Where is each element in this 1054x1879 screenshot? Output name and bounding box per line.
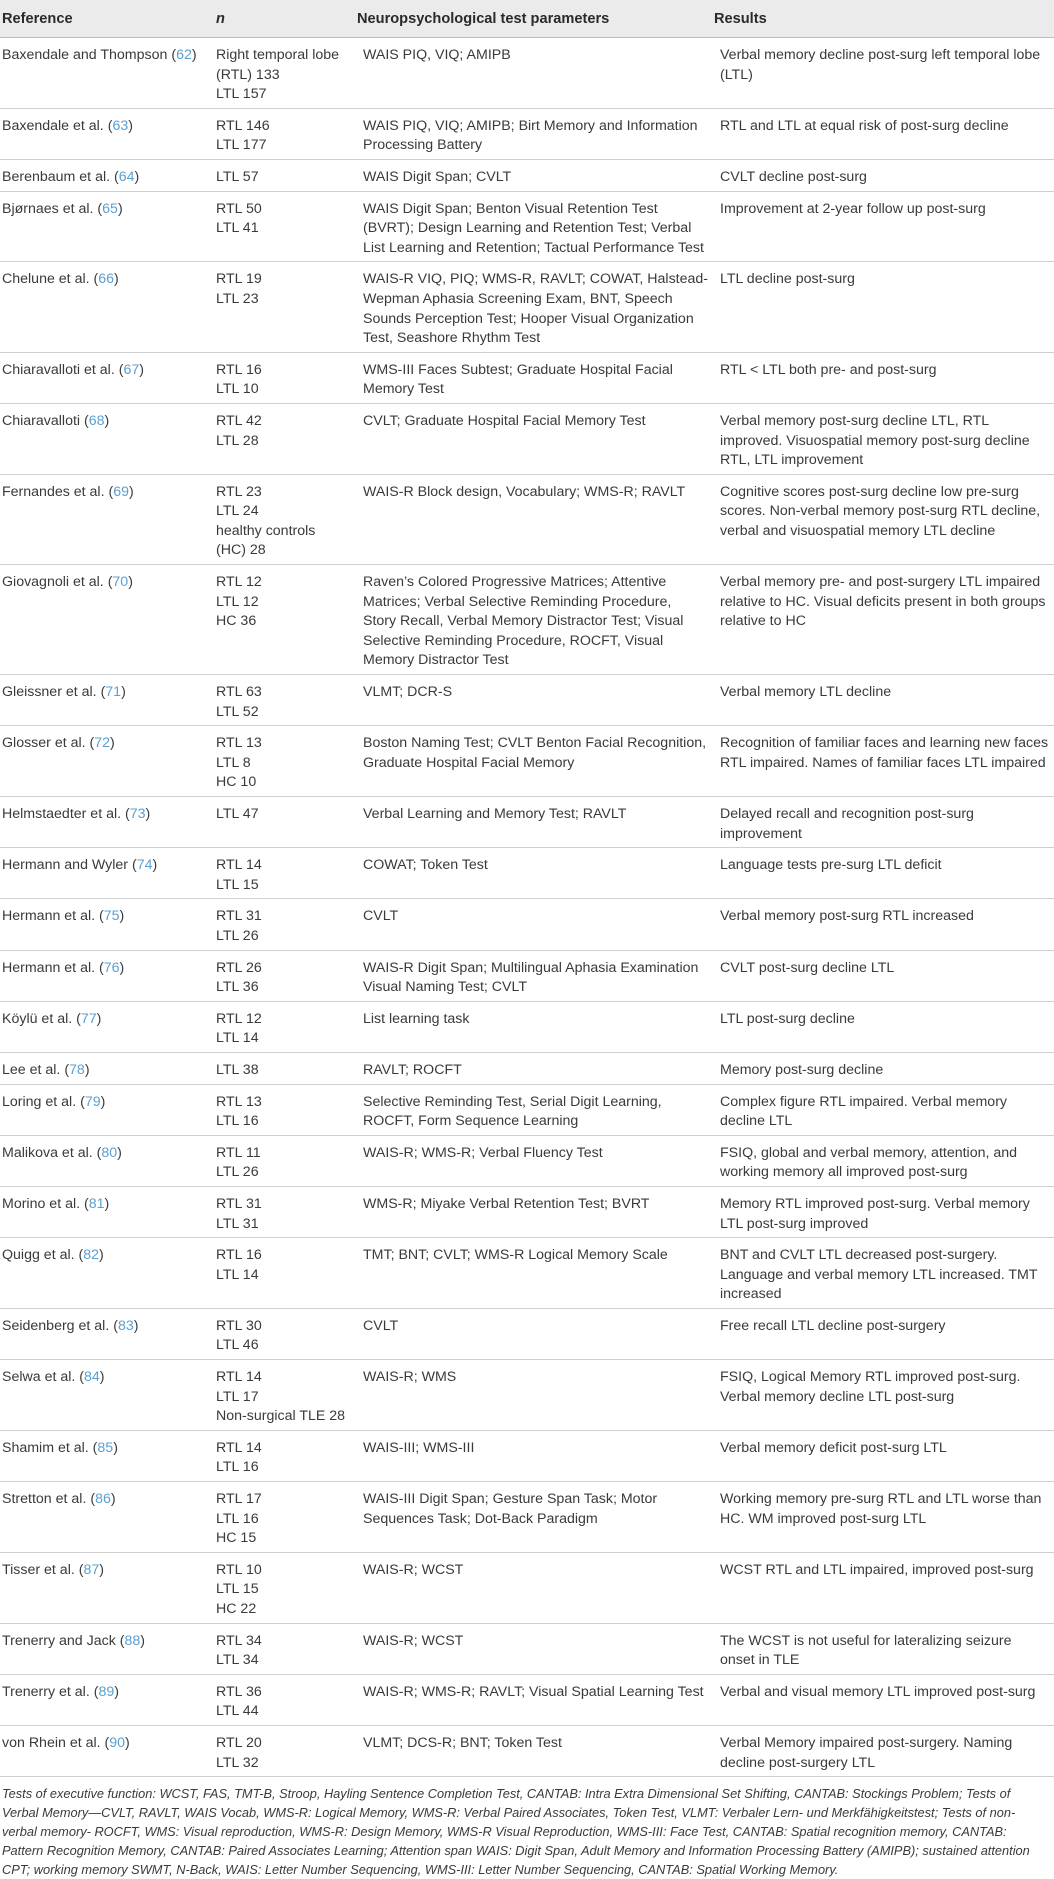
reference-author: Hermann and Wyler [2, 857, 129, 874]
sample-size-cell [208, 159, 355, 191]
reference-author: Giovagnoli et al. [2, 574, 104, 591]
results-cell: Verbal memory LTL decline [712, 675, 1054, 726]
sample-size-cell [208, 950, 355, 1001]
results-cell: LTL post-surg decline [712, 1001, 1054, 1052]
results-cell: The WCST is not useful for lateralizing seizure onset in TLE [712, 1623, 1054, 1674]
table-footnote: Tests of executive function: WCST, FAS, TMT-B, Stroop, Hayling Sentence Completion Test, CANTAB: Intra Extra Dimensional Set Shifting, CANTAB: Stockings Problem; Tests of Verbal Memory—CVLT, RAVLT, WAIS Vocab, WMS-R: Logical Memory, WMS-R: Verbal Paired Associates, Token Test, VLMT: Verbaler Lern- und Merkfähigkeitstest; Tests of non-verbal memory- ROCFT, WMS: Visual reproduction, WMS-R: Design Memory, WMS-R Visual Reproduction, WMS-III: Face Test, CANTAB: Spatial recognition memory, CANTAB: Pattern Recognition Memory, CANTAB: Paired Associates Learning; Attention span WAIS: Digit Span, Adult Memory and Information Processing Battery (AMIPB); sustained attention CPT; working memory SWMT, N-Back, WAIS: Letter Number Sequencing, WMS-III: Letter Number Sequencing, CANTAB: Spatial Working Memory. [2, 1786, 1030, 1878]
results-cell: Working memory pre-surg RTL and LTL worse than HC. WM improved post-surg LTL [712, 1482, 1054, 1553]
reference-link[interactable]: 83 [117, 1317, 134, 1334]
table-row [0, 1186, 1054, 1237]
sample-size-line: RTL 31 [216, 1195, 262, 1212]
sample-size-cell [208, 797, 355, 848]
sample-size-cell [208, 1674, 355, 1725]
table-row [0, 1430, 1054, 1481]
results-cell: FSIQ, global and verbal memory, attention, and working memory all improved post-surg [712, 1135, 1054, 1186]
reference-cell: Köylü et al. (77) [0, 1001, 208, 1052]
reference-link[interactable]: 62 [176, 47, 192, 63]
reference-cell: Gleissner et al. (71) [0, 675, 208, 726]
results-cell: Verbal and visual memory LTL improved post-surg [712, 1674, 1054, 1725]
sample-size-line: LTL 16 [216, 1459, 259, 1476]
sample-size-line: HC 10 [216, 774, 257, 791]
results-cell: Verbal memory decline post-surg left temporal lobe (LTL) [712, 38, 1054, 109]
reference-author: Trenerry and Jack [2, 1632, 116, 1649]
sample-size-line: LTL 46 [216, 1337, 259, 1354]
sample-size-line: RTL 14 [216, 1369, 262, 1386]
results-cell: CVLT decline post-surg [712, 159, 1054, 191]
sample-size-line: RTL 16 [216, 1247, 262, 1264]
table-row [0, 1623, 1054, 1674]
sample-size-line: LTL 10 [216, 381, 259, 398]
test-parameters-cell: COWAT; Token Test [355, 848, 712, 899]
reference-link[interactable]: 85 [97, 1439, 114, 1456]
sample-size-line: LTL 28 [216, 432, 259, 449]
reference-author: Berenbaum et al. [2, 168, 111, 185]
test-parameters-cell: Selective Reminding Test, Serial Digit Learning, ROCFT, Form Sequence Learning [355, 1084, 712, 1135]
reference-author: Chiaravalloti [2, 412, 81, 429]
test-parameters-cell: WMS-III Faces Subtest; Graduate Hospital Facial Memory Test [355, 352, 712, 403]
results-cell: Delayed recall and recognition post-surg improvement [712, 797, 1054, 848]
table-row [0, 474, 1054, 564]
sample-size-line: LTL 41 [216, 220, 259, 237]
results-cell: CVLT post-surg decline LTL [712, 950, 1054, 1001]
sample-size-line: RTL 14 [216, 1439, 262, 1456]
sample-size-line: HC 36 [216, 613, 257, 630]
sample-size-line: RTL 16 [216, 361, 262, 378]
reference-link[interactable]: 81 [88, 1195, 105, 1212]
test-parameters-cell: CVLT [355, 1308, 712, 1359]
table-row [0, 403, 1054, 474]
sample-size-line: healthy controls [216, 522, 316, 539]
reference-link[interactable]: 68 [88, 412, 105, 429]
reference-author: Hermann et al. [2, 959, 96, 976]
sample-size-cell [208, 262, 355, 352]
sample-size-line: RTL 30 [216, 1317, 262, 1334]
test-parameters-cell: WAIS-R Block design, Vocabulary; WMS-R; RAVLT [355, 474, 712, 564]
sample-size-line: RTL 34 [216, 1632, 262, 1649]
reference-cell: Bjørnaes et al. (65) [0, 191, 208, 262]
reference-cell: Stretton et al. (86) [0, 1482, 208, 1553]
reference-cell: Tisser et al. (87) [0, 1552, 208, 1623]
sample-size-cell [208, 403, 355, 474]
header-reference: Reference [0, 0, 208, 38]
sample-size-line: LTL 36 [216, 979, 259, 996]
header-row [0, 0, 1054, 38]
reference-cell: Glosser et al. (72) [0, 726, 208, 797]
reference-link[interactable]: 79 [84, 1093, 101, 1110]
sample-size-line: RTL 31 [216, 908, 262, 925]
sample-size-line: RTL 17 [216, 1491, 262, 1508]
sample-size-line: LTL 26 [216, 927, 259, 944]
reference-author: Lee et al. [2, 1061, 61, 1078]
reference-link[interactable]: 80 [101, 1144, 118, 1161]
sample-size-line: LTL 23 [216, 290, 259, 307]
test-parameters-cell: List learning task [355, 1001, 712, 1052]
test-parameters-cell: TMT; BNT; CVLT; WMS-R Logical Memory Scale [355, 1238, 712, 1309]
reference-cell: Chiaravalloti et al. (67) [0, 352, 208, 403]
test-parameters-cell: WAIS-R VIQ, PIQ; WMS-R, RAVLT; COWAT, Halstead-Wepman Aphasia Screening Exam, BNT, Speech Sounds Perception Test; Hooper Visual Organization Test, Seashore Rhythm Test [355, 262, 712, 352]
reference-link[interactable]: 64 [118, 168, 135, 185]
reference-cell: Hermann et al. (75) [0, 899, 208, 950]
table-row [0, 1001, 1054, 1052]
sample-size-line: LTL 15 [216, 876, 259, 893]
test-parameters-cell: WAIS-III; WMS-III [355, 1430, 712, 1481]
sample-size-cell [208, 1186, 355, 1237]
table-row [0, 1308, 1054, 1359]
reference-cell: Quigg et al. (82) [0, 1238, 208, 1309]
sample-size-line: LTL 57 [216, 168, 259, 185]
results-cell: Memory RTL improved post-surg. Verbal memory LTL post-surg improved [712, 1186, 1054, 1237]
results-cell: Cognitive scores post-surg decline low pre-surg scores. Non-verbal memory post-surg RTL decline, verbal and visuospatial memory LTL decline [712, 474, 1054, 564]
reference-link[interactable]: 82 [83, 1247, 100, 1264]
reference-cell: Seidenberg et al. (83) [0, 1308, 208, 1359]
test-parameters-cell: VLMT; DCS-R; BNT; Token Test [355, 1725, 712, 1776]
reference-author: Trenerry et al. [2, 1683, 90, 1700]
reference-cell: Giovagnoli et al. (70) [0, 565, 208, 675]
sample-size-line: LTL 157 [216, 86, 267, 103]
sample-size-cell [208, 726, 355, 797]
reference-author: Shamim et al. [2, 1439, 89, 1456]
reference-cell: Lee et al. (78) [0, 1052, 208, 1084]
test-parameters-cell: WAIS-R; WMS [355, 1360, 712, 1431]
sample-size-line: RTL 36 [216, 1683, 262, 1700]
test-parameters-cell: WAIS Digit Span; Benton Visual Retention Test (BVRT); Design Learning and Retention Test; Verbal List Learning and Retention; Tactual Performance Test [355, 191, 712, 262]
reference-author: Morino et al. [2, 1195, 81, 1212]
sample-size-line: LTL 24 [216, 503, 259, 520]
reference-cell: Trenerry and Jack (88) [0, 1623, 208, 1674]
reference-cell: Hermann et al. (76) [0, 950, 208, 1001]
reference-author: Chelune et al. [2, 271, 90, 288]
reference-link[interactable]: 88 [124, 1632, 141, 1649]
results-cell: Improvement at 2-year follow up post-surg [712, 191, 1054, 262]
test-parameters-cell: WAIS-R Digit Span; Multilingual Aphasia Examination Visual Naming Test; CVLT [355, 950, 712, 1001]
table-row [0, 1238, 1054, 1309]
sample-size-cell [208, 1135, 355, 1186]
table-header [0, 0, 1054, 38]
reference-link[interactable]: 63 [112, 117, 129, 134]
reference-link[interactable]: 84 [84, 1369, 100, 1386]
table-row [0, 797, 1054, 848]
reference-cell: Loring et al. (79) [0, 1084, 208, 1135]
results-cell: Verbal memory pre- and post-surgery LTL impaired relative to HC. Visual deficits present in both groups relative to HC [712, 565, 1054, 675]
table-row [0, 1552, 1054, 1623]
sample-size-cell [208, 1552, 355, 1623]
reference-author: Chiaravalloti et al. [2, 361, 115, 378]
reference-cell: Baxendale et al. (63) [0, 108, 208, 159]
sample-size-line: RTL 20 [216, 1734, 262, 1751]
reference-link[interactable]: 74 [136, 857, 153, 874]
reference-link[interactable]: 87 [83, 1561, 100, 1578]
reference-author: Selwa et al. [2, 1369, 76, 1386]
sample-size-line: HC 22 [216, 1601, 257, 1617]
table-row [0, 1360, 1054, 1431]
sample-size-line: (RTL) 133 [216, 66, 280, 83]
results-cell: RTL < LTL both pre- and post-surg [712, 352, 1054, 403]
table-row [0, 1052, 1054, 1084]
sample-size-line: RTL 19 [216, 271, 262, 288]
sample-size-line: RTL 42 [216, 412, 262, 429]
sample-size-cell [208, 675, 355, 726]
sample-size-cell [208, 1430, 355, 1481]
sample-size-line: RTL 23 [216, 483, 262, 500]
test-parameters-cell: WAIS PIQ, VIQ; AMIPB; Birt Memory and Information Processing Battery [355, 108, 712, 159]
reference-link[interactable]: 69 [113, 483, 129, 500]
reference-link[interactable]: 66 [98, 271, 115, 288]
reference-cell: Hermann and Wyler (74) [0, 848, 208, 899]
reference-author: Hermann et al. [2, 908, 96, 925]
table-row [0, 848, 1054, 899]
results-cell: Memory post-surg decline [712, 1052, 1054, 1084]
sample-size-line: LTL 14 [216, 1030, 259, 1047]
sample-size-line: RTL 10 [216, 1561, 262, 1578]
reference-link[interactable]: 78 [69, 1061, 85, 1078]
reference-link[interactable]: 67 [123, 361, 140, 378]
test-parameters-cell: WAIS-III Digit Span; Gesture Span Task; Motor Sequences Task; Dot-Back Paradigm [355, 1482, 712, 1553]
sample-size-line: LTL 31 [216, 1215, 259, 1232]
results-cell: Free recall LTL decline post-surgery [712, 1308, 1054, 1359]
sample-size-line: RTL 63 [216, 684, 262, 701]
table-row [0, 675, 1054, 726]
sample-size-line: RTL 12 [216, 574, 262, 591]
sample-size-cell [208, 352, 355, 403]
sample-size-line: RTL 13 [216, 735, 262, 752]
results-cell: FSIQ, Logical Memory RTL improved post-surg. Verbal memory decline LTL post-surg [712, 1360, 1054, 1431]
reference-link[interactable]: 71 [105, 684, 122, 701]
reference-cell: Morino et al. (81) [0, 1186, 208, 1237]
table-row [0, 899, 1054, 950]
reference-author: Glosser et al. [2, 735, 86, 752]
test-parameters-cell: WAIS-R; WCST [355, 1552, 712, 1623]
sample-size-cell [208, 1360, 355, 1431]
reference-cell: von Rhein et al. (90) [0, 1725, 208, 1776]
table-body [0, 38, 1054, 1777]
test-parameters-cell: WAIS-R; WCST [355, 1623, 712, 1674]
reference-author: Baxendale and Thompson [2, 47, 168, 63]
results-cell: Verbal memory post-surg decline LTL, RTL improved. Visuospatial memory post-surg decline RTL, LTL improvement [712, 403, 1054, 474]
table-row [0, 262, 1054, 352]
sample-size-line: LTL 38 [216, 1061, 259, 1078]
reference-link[interactable]: 70 [112, 574, 129, 591]
sample-size-line: LTL 34 [216, 1652, 259, 1669]
reference-author: Fernandes et al. [2, 483, 105, 500]
sample-size-line: LTL 32 [216, 1754, 259, 1771]
sample-size-line: LTL 16 [216, 1510, 259, 1527]
sample-size-cell [208, 848, 355, 899]
sample-size-line: HC 15 [216, 1530, 257, 1547]
test-parameters-cell: WMS-R; Miyake Verbal Retention Test; BVRT [355, 1186, 712, 1237]
header-results: Results [712, 0, 1054, 38]
sample-size-cell [208, 1084, 355, 1135]
reference-author: Köylü et al. [2, 1010, 73, 1027]
test-parameters-cell: WAIS-R; WMS-R; RAVLT; Visual Spatial Learning Test [355, 1674, 712, 1725]
reference-author: Bjørnaes et al. [2, 200, 94, 217]
reference-cell: Selwa et al. (84) [0, 1360, 208, 1431]
sample-size-line: Right temporal lobe [216, 47, 340, 63]
reference-cell: Malikova et al. (80) [0, 1135, 208, 1186]
sample-size-line: LTL 8 [216, 754, 251, 771]
reference-author: Loring et al. [2, 1093, 77, 1110]
sample-size-line: RTL 50 [216, 200, 262, 217]
results-cell: Recognition of familiar faces and learning new faces RTL impaired. Names of familiar faces LTL impaired [712, 726, 1054, 797]
sample-size-line: (HC) 28 [216, 542, 266, 559]
table-row [0, 159, 1054, 191]
sample-size-cell [208, 1001, 355, 1052]
sample-size-line: RTL 26 [216, 959, 262, 976]
reference-cell: Fernandes et al. (69) [0, 474, 208, 564]
table-row [0, 108, 1054, 159]
sample-size-cell [208, 1482, 355, 1553]
table-row [0, 1135, 1054, 1186]
reference-cell: Helmstaedter et al. (73) [0, 797, 208, 848]
test-parameters-cell: VLMT; DCR-S [355, 675, 712, 726]
table-row [0, 1482, 1054, 1553]
sample-size-cell [208, 565, 355, 675]
sample-size-cell [208, 1308, 355, 1359]
reference-author: Seidenberg et al. [2, 1317, 110, 1334]
sample-size-line: LTL 26 [216, 1164, 259, 1181]
reference-link[interactable]: 86 [95, 1491, 111, 1508]
table-row [0, 191, 1054, 262]
results-cell: Complex figure RTL impaired. Verbal memory decline LTL [712, 1084, 1054, 1135]
results-cell: Verbal Memory impaired post-surgery. Naming decline post-surgery LTL [712, 1725, 1054, 1776]
table-row [0, 1725, 1054, 1776]
results-cell: LTL decline post-surg [712, 262, 1054, 352]
reference-link[interactable]: 76 [103, 959, 120, 976]
table-row [0, 1084, 1054, 1135]
reference-cell: Baxendale and Thompson (62) [0, 38, 208, 109]
test-parameters-cell: WAIS-R; WMS-R; Verbal Fluency Test [355, 1135, 712, 1186]
table-row [0, 38, 1054, 109]
sample-size-cell [208, 1052, 355, 1084]
table-row [0, 352, 1054, 403]
reference-cell: Chiaravalloti (68) [0, 403, 208, 474]
table-row [0, 565, 1054, 675]
results-cell: Language tests pre-surg LTL deficit [712, 848, 1054, 899]
sample-size-line: RTL 146 [216, 117, 270, 134]
table-row [0, 1674, 1054, 1725]
sample-size-cell [208, 1623, 355, 1674]
reference-author: Stretton et al. [2, 1491, 87, 1508]
reference-author: Tisser et al. [2, 1561, 75, 1578]
sample-size-line: RTL 13 [216, 1093, 262, 1110]
sample-size-cell [208, 38, 355, 109]
sample-size-cell [208, 899, 355, 950]
sample-size-line: RTL 14 [216, 857, 262, 874]
test-parameters-cell: WAIS PIQ, VIQ; AMIPB [355, 38, 712, 109]
test-parameters-cell: Verbal Learning and Memory Test; RAVLT [355, 797, 712, 848]
sample-size-line: RTL 11 [216, 1144, 261, 1161]
reference-author: Quigg et al. [2, 1247, 75, 1264]
sample-size-cell [208, 191, 355, 262]
reference-link[interactable]: 75 [103, 908, 120, 925]
test-parameters-cell: RAVLT; ROCFT [355, 1052, 712, 1084]
reference-link[interactable]: 89 [98, 1683, 115, 1700]
reference-cell: Berenbaum et al. (64) [0, 159, 208, 191]
sample-size-line: LTL 14 [216, 1266, 259, 1283]
results-cell: RTL and LTL at equal risk of post-surg decline [712, 108, 1054, 159]
sample-size-cell [208, 474, 355, 564]
sample-size-line: RTL 12 [216, 1010, 262, 1027]
reference-link[interactable]: 65 [102, 200, 118, 217]
reference-link[interactable]: 90 [109, 1734, 126, 1751]
reference-link[interactable]: 77 [80, 1010, 97, 1027]
test-parameters-cell: CVLT; Graduate Hospital Facial Memory Test [355, 403, 712, 474]
table-row [0, 950, 1054, 1001]
test-parameters-cell: Boston Naming Test; CVLT Benton Facial Recognition, Graduate Hospital Facial Memory [355, 726, 712, 797]
sample-size-cell [208, 1238, 355, 1309]
sample-size-line: LTL 52 [216, 703, 259, 720]
reference-author: Helmstaedter et al. [2, 806, 122, 822]
reference-author: Malikova et al. [2, 1144, 93, 1161]
test-parameters-cell: CVLT [355, 899, 712, 950]
sample-size-line: LTL 177 [216, 137, 267, 154]
results-cell: WCST RTL and LTL impaired, improved post-surg [712, 1552, 1054, 1623]
results-cell: Verbal memory deficit post-surg LTL [712, 1430, 1054, 1481]
sample-size-line: LTL 47 [216, 806, 259, 822]
sample-size-line: Non-surgical TLE 28 [216, 1408, 346, 1425]
header-test-parameters: Neuropsychological test parameters [355, 0, 712, 38]
reference-author: Baxendale et al. [2, 117, 104, 134]
reference-cell: Trenerry et al. (89) [0, 1674, 208, 1725]
sample-size-line: LTL 12 [216, 593, 259, 610]
sample-size-line: LTL 44 [216, 1703, 259, 1720]
test-parameters-cell: WAIS Digit Span; CVLT [355, 159, 712, 191]
sample-size-line: LTL 17 [216, 1388, 259, 1405]
reference-cell: Shamim et al. (85) [0, 1430, 208, 1481]
sample-size-cell [208, 108, 355, 159]
reference-author: Gleissner et al. [2, 684, 97, 701]
reference-link[interactable]: 72 [94, 735, 111, 752]
sample-size-line: LTL 16 [216, 1113, 259, 1130]
results-cell: BNT and CVLT LTL decreased post-surgery. Language and verbal memory LTL increased. TMT increased [712, 1238, 1054, 1309]
reference-cell: Chelune et al. (66) [0, 262, 208, 352]
header-n: n [208, 0, 355, 38]
reference-author: von Rhein et al. [2, 1734, 101, 1751]
sample-size-cell [208, 1725, 355, 1776]
test-parameters-cell: Raven’s Colored Progressive Matrices; Attentive Matrices; Verbal Selective Reminding Procedure, Story Recall, Verbal Memory Distractor Test; Visual Selective Reminding Procedure, ROCFT, Visual Memory Distractor Test [355, 565, 712, 675]
sample-size-line: LTL 15 [216, 1581, 259, 1598]
reference-link[interactable]: 73 [129, 806, 146, 822]
table-row [0, 726, 1054, 797]
results-cell: Verbal memory post-surg RTL increased [712, 899, 1054, 950]
